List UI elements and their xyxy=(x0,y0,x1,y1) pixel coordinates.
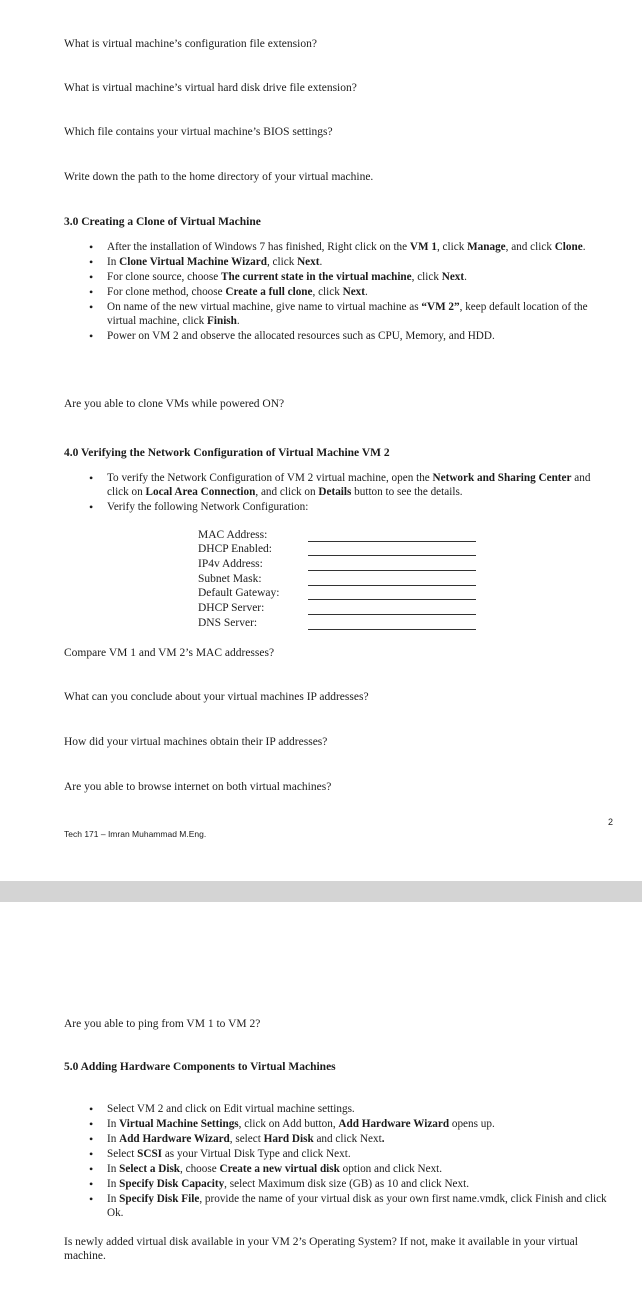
answer-line[interactable] xyxy=(308,541,476,542)
question-home-directory: Write down the path to the home directory of your virtual machine. xyxy=(64,171,374,183)
question-clone-powered-on: Are you able to clone VMs while powered ON? xyxy=(64,398,285,410)
list-item: • In Specify Disk Capacity, select Maximum disk size (GB) as 10 and click Next. xyxy=(87,1177,607,1191)
question-virtual-disk-available: Is newly added virtual disk available in your VM 2’s Operating System? If not, make it available in your virtual machine. xyxy=(64,1236,578,1262)
list-item: • In Select a Disk, choose Create a new virtual disk option and click Next. xyxy=(87,1162,607,1176)
list-item: • Power on VM 2 and observe the allocated resources such as CPU, Memory, and HDD. xyxy=(87,329,607,343)
answer-line[interactable] xyxy=(308,599,476,600)
question-config-extension: What is virtual machine’s configuration file extension? xyxy=(64,38,317,50)
list-item: • To verify the Network Configuration of VM 2 virtual machine, open the Network and Sharing Center and click on Local Area Connection, and click on Details button to see the details. xyxy=(87,471,612,499)
list-item: • For clone source, choose The current state in the virtual machine, click Next. xyxy=(87,270,607,284)
config-row-mac: MAC Address: xyxy=(198,529,488,544)
answer-line[interactable] xyxy=(308,570,476,571)
list-item: • Verify the following Network Configuration: xyxy=(87,500,612,514)
list-item: • Select VM 2 and click on Edit virtual machine settings. xyxy=(87,1102,607,1116)
config-row-subnet: Subnet Mask: xyxy=(198,573,488,588)
question-ping: Are you able to ping from VM 1 to VM 2? xyxy=(64,1018,261,1030)
answer-line[interactable] xyxy=(308,555,476,556)
answer-line[interactable] xyxy=(308,585,476,586)
section-3-steps xyxy=(87,240,607,343)
list-item: • In Clone Virtual Machine Wizard, click Next. xyxy=(87,255,607,269)
question-ip-obtain: How did your virtual machines obtain their IP addresses? xyxy=(64,736,328,748)
list-item: • On name of the new virtual machine, give name to virtual machine as “VM 2”, keep default location of the virtual machine, click Finish. xyxy=(87,300,607,328)
page-number: 2 xyxy=(608,817,614,827)
config-row-dhcp-enabled: DHCP Enabled: xyxy=(198,543,488,558)
answer-line[interactable] xyxy=(308,614,476,615)
section-4-steps xyxy=(87,471,612,514)
answer-line[interactable] xyxy=(308,629,476,630)
section-3-heading: 3.0 Creating a Clone of Virtual Machine xyxy=(64,216,261,228)
list-item: • In Add Hardware Wizard, select Hard Disk and click Next. xyxy=(87,1132,607,1146)
list-item: • In Specify Disk File, provide the name of your virtual disk as your own first name.vmdk, click Finish and click Ok. xyxy=(87,1192,607,1220)
section-5-steps xyxy=(87,1102,607,1220)
question-compare-mac: Compare VM 1 and VM 2’s MAC addresses? xyxy=(64,647,275,659)
question-bios-file: Which file contains your virtual machine’s BIOS settings? xyxy=(64,126,333,138)
list-item: • In Virtual Machine Settings, click on Add button, Add Hardware Wizard opens up. xyxy=(87,1117,607,1131)
config-row-dns: DNS Server: xyxy=(198,617,488,632)
config-row-dhcp-server: DHCP Server: xyxy=(198,602,488,617)
question-browse-internet: Are you able to browse internet on both virtual machines? xyxy=(64,781,332,793)
question-ip-conclusion: What can you conclude about your virtual machines IP addresses? xyxy=(64,691,369,703)
page-footer: Tech 171 – Imran Muhammad M.Eng. xyxy=(64,829,207,839)
list-item: • For clone method, choose Create a full clone, click Next. xyxy=(87,285,607,299)
list-item: • Select SCSI as your Virtual Disk Type and click Next. xyxy=(87,1147,607,1161)
config-row-gateway: Default Gateway: xyxy=(198,587,488,602)
question-vhd-extension: What is virtual machine’s virtual hard disk drive file extension? xyxy=(64,82,357,94)
page-separator xyxy=(0,881,642,902)
section-5-heading: 5.0 Adding Hardware Components to Virtual Machines xyxy=(64,1061,336,1073)
list-item: • After the installation of Windows 7 has finished, Right click on the VM 1, click Manage, and click Clone. xyxy=(87,240,607,254)
section-4-heading: 4.0 Verifying the Network Configuration of Virtual Machine VM 2 xyxy=(64,447,390,459)
config-row-ipv4: IP4v Address: xyxy=(198,558,488,573)
